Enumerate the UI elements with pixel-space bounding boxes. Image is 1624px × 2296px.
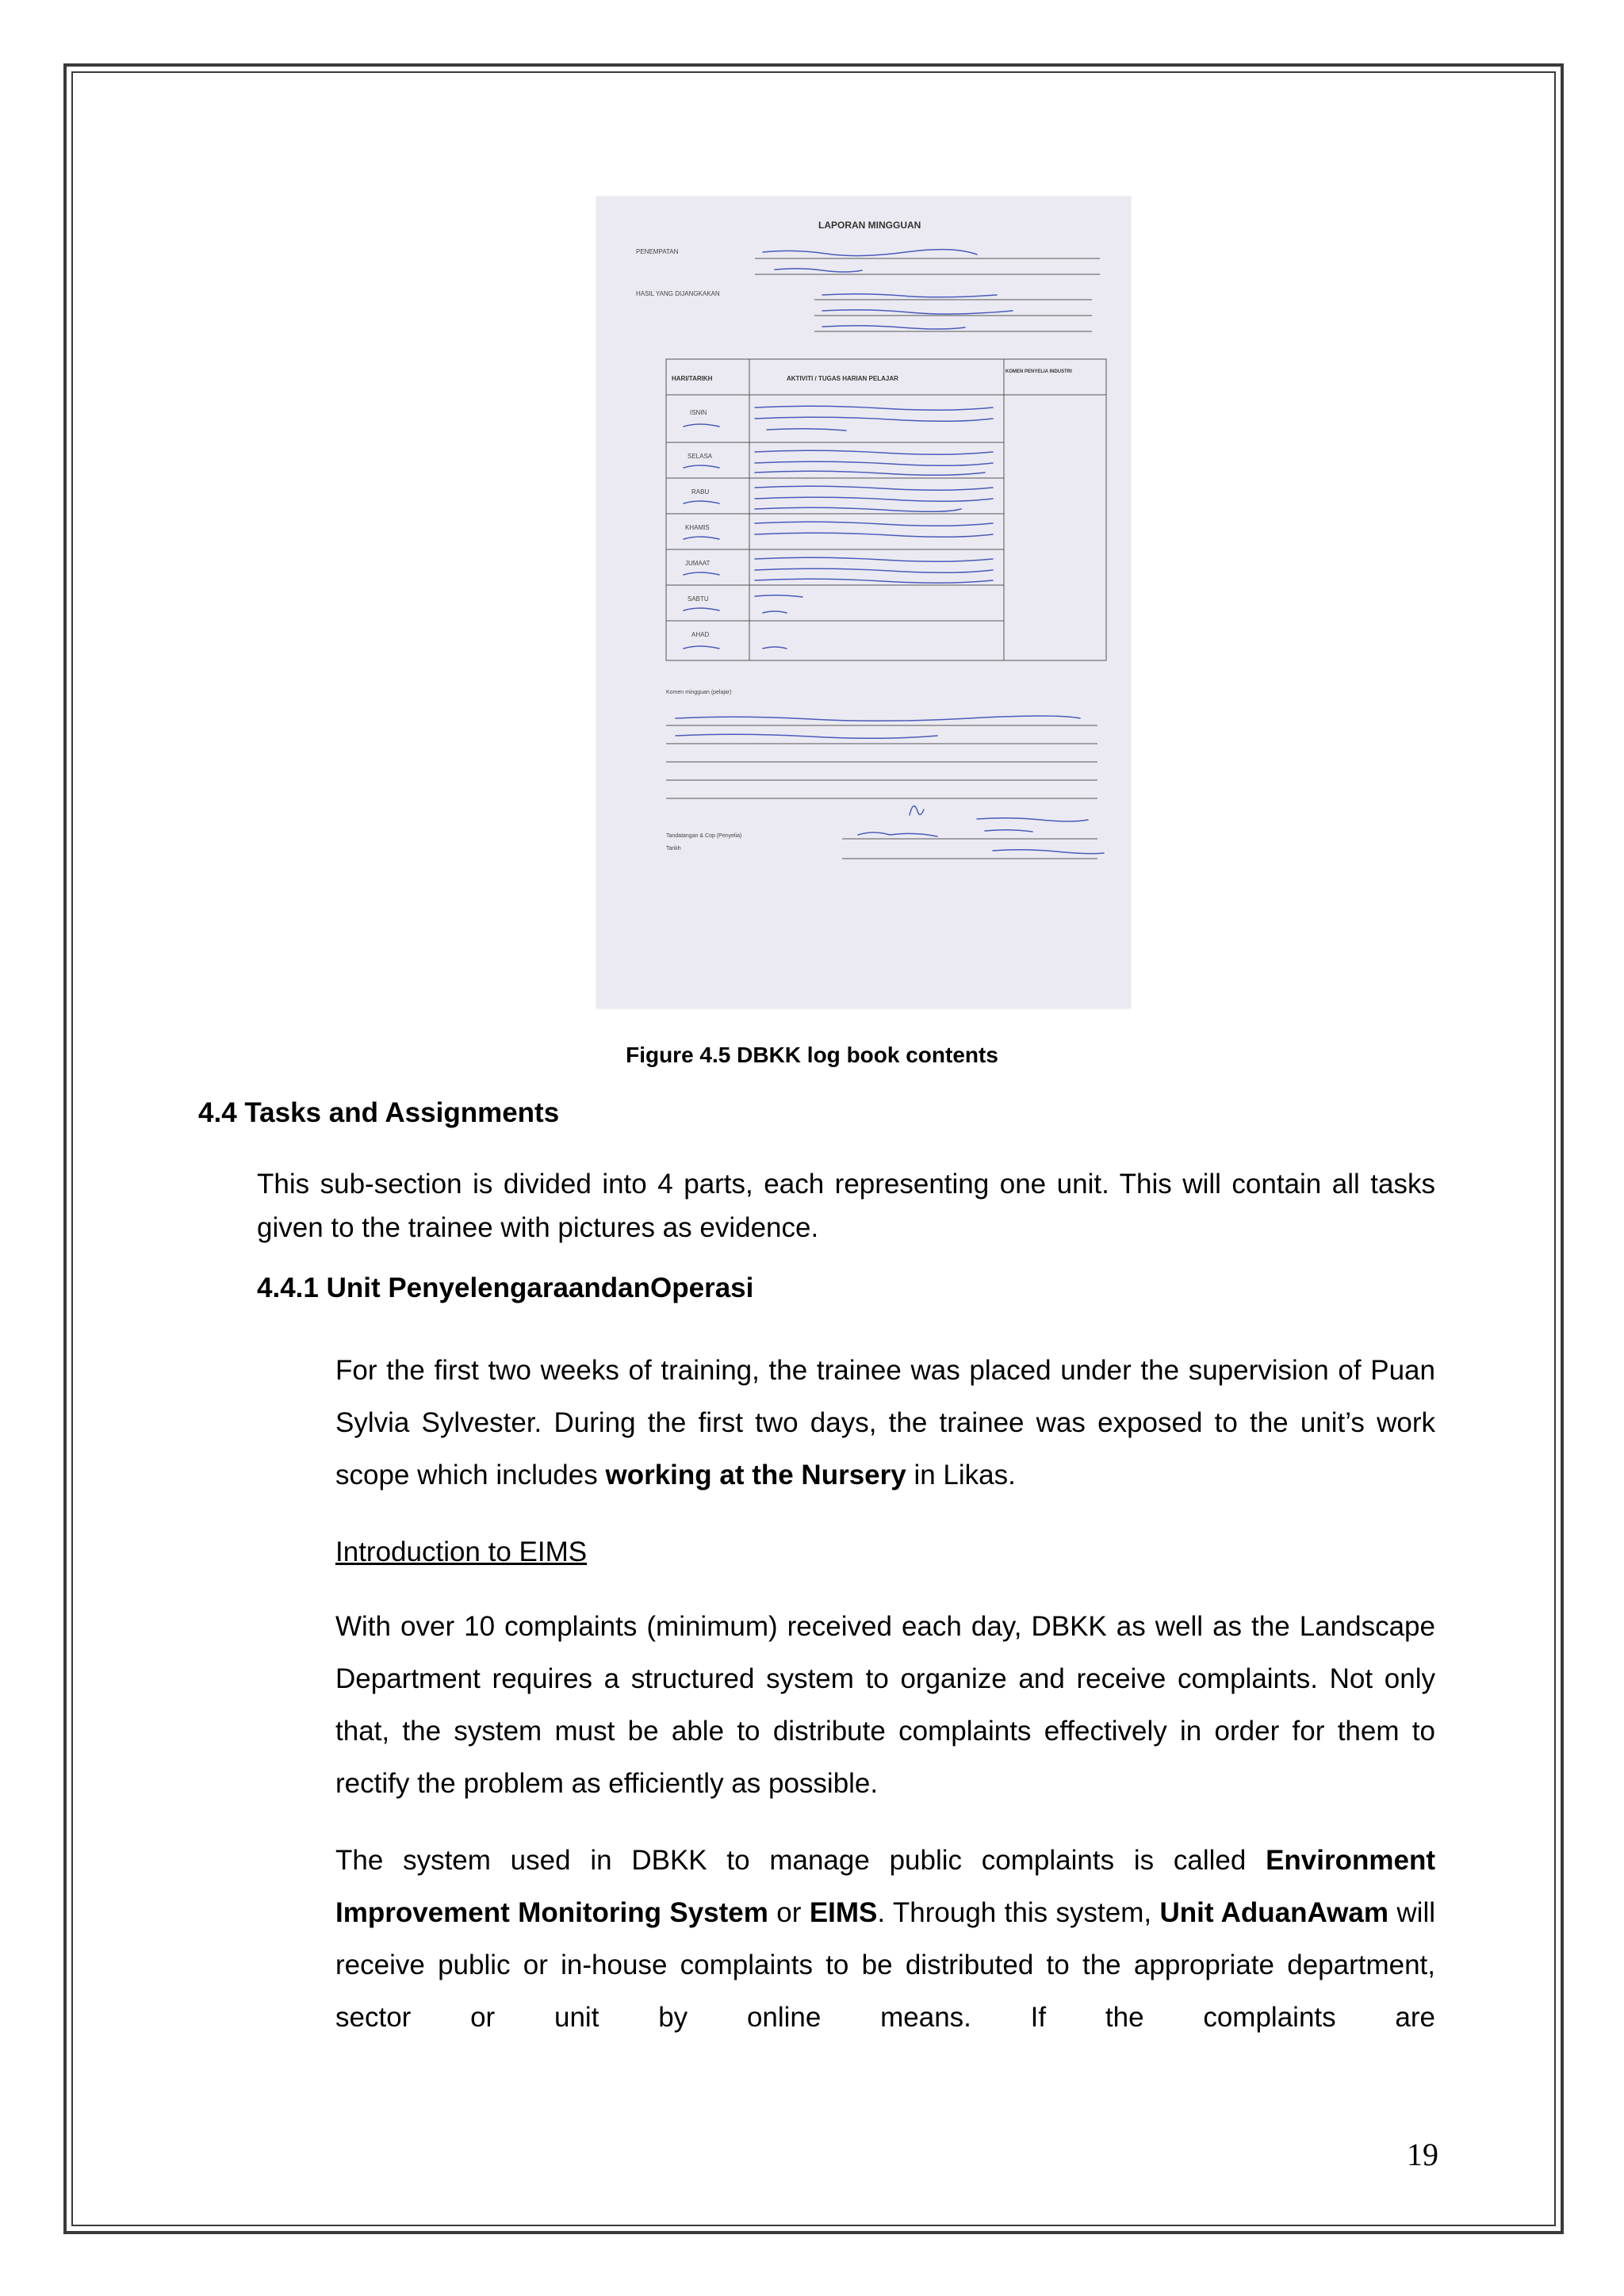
day-label: ISNIN — [690, 409, 707, 416]
bold-phrase: EIMS — [809, 1897, 878, 1928]
date-label: Tarikh — [666, 846, 681, 851]
form-label-hasil: HASIL YANG DIJANGKAKAN — [636, 290, 720, 297]
paragraph-text: For the first two weeks of training, the trainee was placed under the supervision of Puan Sylvia Sylvester. During the first two days, the trainee was exposed to the unit’s work scope which includes — [335, 1355, 1435, 1490]
page-number: 19 — [1407, 2137, 1438, 2172]
column-header-komen: KOMEN PENYELIA INDUSTRI — [1005, 369, 1072, 374]
day-label: RABU — [691, 488, 710, 496]
sign-label: Tandatangan & Cop (Penyelia) — [666, 833, 742, 839]
paragraph-text: . Through this system, — [877, 1897, 1160, 1928]
paragraph-complaints: With over 10 complaints (minimum) received each day, DBKK as well as the Landscape Department requires a structured system to organize and receive complaints. Not only that, the system must be able to distribute complaints effectively in order for them to rectify the problem as efficiently as possible. — [335, 1611, 1435, 1799]
paragraph-text: or — [768, 1897, 810, 1928]
paragraph-text: The system used in DBKK to manage public complaints is called — [335, 1845, 1266, 1876]
column-header-aktiviti: AKTIVITI / TUGAS HARIAN PELAJAR — [787, 375, 898, 382]
section-heading: 4.4 Tasks and Assignments — [198, 1097, 560, 1128]
subsection-heading: 4.4.1 Unit PenyelengaraandanOperasi — [257, 1272, 754, 1303]
bold-phrase: working at the Nursery — [605, 1460, 906, 1490]
form-label-penempatan: PENEMPATAN — [636, 248, 679, 255]
paragraph-eims-system — [335, 1835, 1435, 2044]
form-title: LAPORAN MINGGUAN — [818, 220, 921, 231]
day-label: KHAMIS — [685, 524, 710, 531]
column-header-hari: HARI/TARIKH — [672, 375, 713, 382]
paragraph-text: will receive public or in-house complaints to be distributed to the appropriate department, sector or unit by online means. If the complaints are — [335, 1897, 1436, 2033]
day-label: JUMAAT — [685, 560, 710, 567]
section-intro-paragraph: This sub-section is divided into 4 parts, each representing one unit. This will contain all tasks given to the trainee with pictures as evidence. — [257, 1169, 1435, 1243]
bold-phrase: Environment Improvement Monitoring System — [335, 1845, 1435, 1928]
eims-intro-heading: Introduction to EIMS — [335, 1536, 588, 1567]
log-book-scan-image — [596, 197, 1131, 1008]
day-label: AHAD — [691, 631, 710, 638]
bold-phrase: Unit AduanAwam — [1159, 1897, 1388, 1928]
paragraph-supervision — [335, 1345, 1435, 1502]
day-label: SABTU — [688, 595, 709, 603]
figure-caption: Figure 4.5 DBKK log book contents — [626, 1043, 998, 1067]
paragraph-text: in Likas. — [906, 1460, 1016, 1490]
day-label: SELASA — [688, 453, 713, 460]
komen-label: Komen mingguan (pelajar) — [666, 690, 732, 695]
